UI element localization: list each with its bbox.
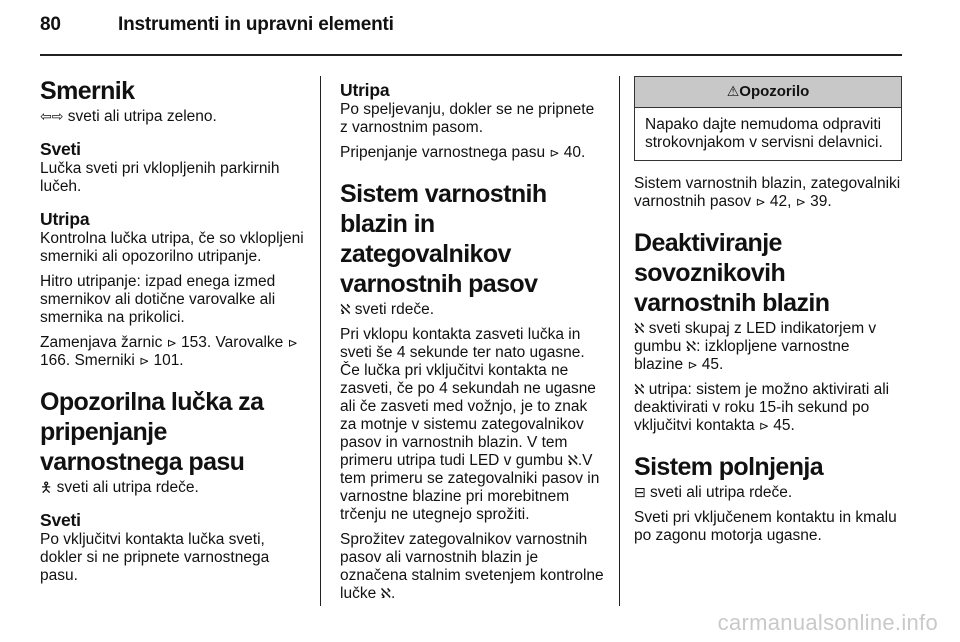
heading-sistem-blazin: Sistem varnostnih blazin in zategovalnikov varnostnih pasov xyxy=(340,180,547,298)
vklop-paragraph: Pri vklopu kontakta zasveti lučka in sveti še 4 sekunde ter nato ugasne. Če lučka pri vključitvi kontakta ne zasveti, če po 4 sekundah ne ugasne ali če zasveti med vožnjo, je to znak za motnje v sistemu zategovalnikov pasov in varnostnih blazin. V tem primeru utripa tudi LED v gumbu ℵ.V tem primeru se zategovalniki pasov in varnostne blazine pri morebitnem trčenju ne utegnejo sprožiti. xyxy=(340,326,600,523)
polnjenja2-paragraph: Sveti pri vključenem kontaktu in kmalu po zagonu motorja ugasne. xyxy=(634,509,897,544)
hitro-paragraph: Hitro utripanje: izpad enega izmed smernikov ali dotične varovalke ali smernika na prikolici. xyxy=(40,273,276,326)
page-ref-icon: ⊳ xyxy=(166,336,177,350)
page-ref-icon: ⊳ xyxy=(758,419,769,433)
zamenjava-paragraph: Zamenjava žarnic ⊳ 153. Varovalke ⊳ 166. Smerniki ⊳ 101. xyxy=(40,334,298,369)
sprozitev-paragraph: Sprožitev zategovalnikov varnostnih pasov ali varnostnih blazin je označena stalnim svetenjem kontrolne lučke ℵ. xyxy=(340,531,604,602)
heading-deaktiviranje: Deaktiviranje sovoznikovih varnostnih blazin xyxy=(634,229,830,317)
airbag-icon: ℵ xyxy=(380,586,391,602)
warning-title: Opozorilo xyxy=(739,83,810,100)
sveti-paragraph: Lučka sveti pri vklopljenih parkirnih lučeh. xyxy=(40,160,280,195)
column-3 xyxy=(634,76,902,552)
warning-header xyxy=(635,77,901,108)
airbag-off-icon: ℵ xyxy=(685,339,697,355)
warning-text: Napako dajte nemudoma odpraviti strokovnjakom v servisni delavnici. xyxy=(645,116,883,151)
airbag-off-icon: ℵ xyxy=(567,453,578,469)
heading-utripa: Utripa xyxy=(40,209,90,229)
page-ref-icon: ⊳ xyxy=(687,358,698,372)
sveti2-paragraph: Po vključitvi kontakta lučka sveti, dokler si ne pripnete varnostnega pasu. xyxy=(40,531,270,584)
page-header xyxy=(40,14,394,36)
column-divider-2 xyxy=(619,76,620,606)
warning-box xyxy=(634,76,902,161)
heading-sveti-2: Sveti xyxy=(40,510,81,530)
heading-polnjenja: Sistem polnjenja xyxy=(634,453,824,481)
ref-paragraph: Sistem varnostnih blazin, zategovalniki varnostnih pasov ⊳ 42, ⊳ 39. xyxy=(634,175,901,210)
page-title: Instrumenti in upravni elementi xyxy=(118,14,394,35)
heading-utripa-2: Utripa xyxy=(340,80,390,100)
deakt1-paragraph: ℵ sveti skupaj z LED indikatorjem v gumbu ℵ: izklopljene varnostne blazine ⊳ 45. xyxy=(634,320,877,373)
airbag-off-icon: ℵ xyxy=(634,382,645,398)
airbag-off-icon: ℵ xyxy=(634,321,645,337)
airbag-icon: ℵ xyxy=(340,302,351,318)
heading-opozorilna: Opozorilna lučka za pripenjanje varnostnega pasu xyxy=(40,388,264,476)
seatbelt-icon: 🯅 xyxy=(40,480,53,496)
column-divider-1 xyxy=(320,76,321,606)
heading-smernik: Smernik xyxy=(40,77,135,105)
turn-signal-icon: ⇦⇨ xyxy=(40,109,64,125)
smernik-paragraph: ⇦⇨ sveti ali utripa zeleno. xyxy=(40,108,217,125)
utripa2-paragraph: Po speljevanju, dokler se ne pripnete z varnostnim pasom. xyxy=(340,101,595,136)
opozorilna-paragraph: 🯅 sveti ali utripa rdeče. xyxy=(40,479,199,496)
pripenjanje-paragraph: Pripenjanje varnostnega pasu ⊳ 40. xyxy=(340,144,586,161)
page-ref-icon: ⊳ xyxy=(549,146,560,160)
watermark: carmanualsonline.info xyxy=(717,610,938,635)
page-ref-icon: ⊳ xyxy=(795,195,806,209)
warning-icon: ⚠ xyxy=(726,84,740,100)
page-ref-icon: ⊳ xyxy=(755,195,766,209)
column-2 xyxy=(340,76,606,610)
battery-icon: ⊟ xyxy=(634,485,646,501)
column-1 xyxy=(40,76,308,592)
utripa-paragraph: Kontrolna lučka utripa, če so vklopljeni smerniki ali opozorilno utripanje. xyxy=(40,230,304,265)
page-number: 80 xyxy=(40,14,61,35)
page-ref-icon: ⊳ xyxy=(139,354,150,368)
header-rule xyxy=(40,54,902,56)
heading-sveti: Sveti xyxy=(40,139,81,159)
deakt2-paragraph: ℵ utripa: sistem je možno aktivirati ali deaktivirati v roku 15-ih sekund po vključitvi kontakta ⊳ 45. xyxy=(634,381,890,434)
page-ref-icon: ⊳ xyxy=(287,336,298,350)
polnjenja-paragraph: ⊟ sveti ali utripa rdeče. xyxy=(634,484,793,501)
sistem-paragraph: ℵ sveti rdeče. xyxy=(340,301,434,318)
